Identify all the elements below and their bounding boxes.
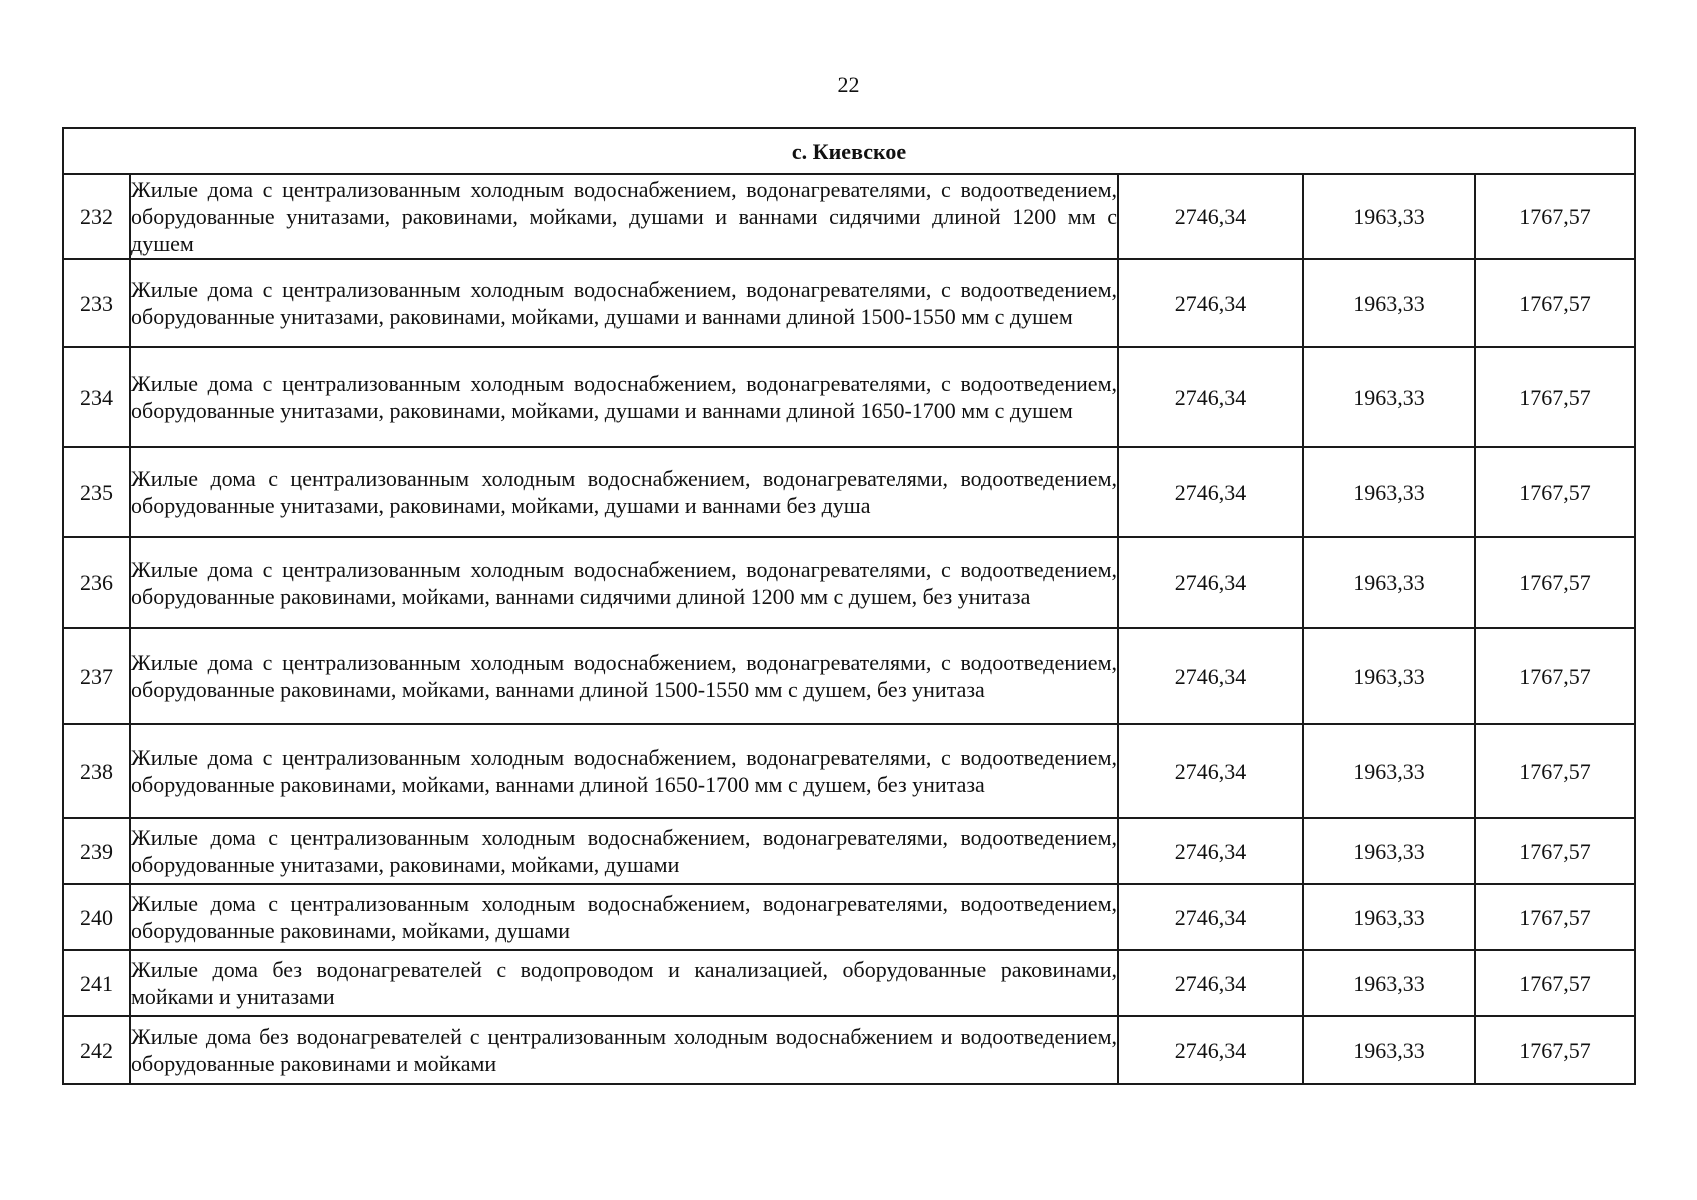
row-description: Жилые дома без водонагревателей с водопроводом и канализацией, оборудованные раковинами, мойками и унитазами [130, 950, 1118, 1016]
value-cell: 1767,57 [1475, 347, 1635, 447]
page-number: 22 [837, 72, 860, 97]
value-cell: 1963,33 [1303, 259, 1475, 347]
row-number: 240 [63, 884, 130, 950]
row-number: 235 [63, 447, 130, 537]
table-row [63, 347, 1635, 447]
row-number: 234 [63, 347, 130, 447]
row-description: Жилые дома с централизованным холодным водоснабжением, водонагревателями, с водоотведением, оборудованные унитазами, раковинами, мойками, душами и ваннами сидячими длиной 1200 мм с душем [130, 174, 1118, 259]
value-cell: 2746,34 [1118, 259, 1303, 347]
table-row [63, 628, 1635, 724]
value-cell: 2746,34 [1118, 174, 1303, 259]
value-cell: 2746,34 [1118, 628, 1303, 724]
value-cell: 2746,34 [1118, 537, 1303, 628]
section-title: с. Киевское [63, 128, 1635, 174]
row-description: Жилые дома без водонагревателей с централизованным холодным водоснабжением и водоотведением, оборудованные раковинами и мойками [130, 1016, 1118, 1084]
row-number: 238 [63, 724, 130, 818]
table-row [63, 174, 1635, 259]
value-cell: 2746,34 [1118, 950, 1303, 1016]
value-cell: 1767,57 [1475, 628, 1635, 724]
value-cell: 1963,33 [1303, 174, 1475, 259]
table-row [63, 1016, 1635, 1084]
value-cell: 1767,57 [1475, 884, 1635, 950]
value-cell: 2746,34 [1118, 818, 1303, 884]
table-row [63, 447, 1635, 537]
row-description: Жилые дома с централизованным холодным водоснабжением, водонагревателями, водоотведением, оборудованные унитазами, раковинами, мойками, душами [130, 818, 1118, 884]
value-cell: 1767,57 [1475, 950, 1635, 1016]
row-description: Жилые дома с централизованным холодным водоснабжением, водонагревателями, с водоотведением, оборудованные унитазами, раковинами, мойками, душами и ваннами длиной 1500-1550 мм с душем [130, 259, 1118, 347]
section-header-row [63, 128, 1635, 174]
row-number: 239 [63, 818, 130, 884]
value-cell: 1963,33 [1303, 1016, 1475, 1084]
tariff-table [62, 127, 1636, 1085]
row-number: 233 [63, 259, 130, 347]
value-cell: 1963,33 [1303, 628, 1475, 724]
table-row [63, 884, 1635, 950]
row-description: Жилые дома с централизованным холодным водоснабжением, водонагревателями, с водоотведением, оборудованные раковинами, мойками, ваннами сидячими длиной 1200 мм с душем, без унитаза [130, 537, 1118, 628]
value-cell: 1767,57 [1475, 1016, 1635, 1084]
table-row [63, 818, 1635, 884]
row-number: 232 [63, 174, 130, 259]
value-cell: 2746,34 [1118, 724, 1303, 818]
value-cell: 1767,57 [1475, 447, 1635, 537]
value-cell: 1767,57 [1475, 724, 1635, 818]
value-cell: 1963,33 [1303, 347, 1475, 447]
value-cell: 1767,57 [1475, 537, 1635, 628]
row-description: Жилые дома с централизованным холодным водоснабжением, водонагревателями, водоотведением, оборудованные раковинами, мойками, душами [130, 884, 1118, 950]
row-number: 241 [63, 950, 130, 1016]
value-cell: 1963,33 [1303, 537, 1475, 628]
row-description: Жилые дома с централизованным холодным водоснабжением, водонагревателями, водоотведением, оборудованные унитазами, раковинами, мойками, душами и ваннами без душа [130, 447, 1118, 537]
value-cell: 1963,33 [1303, 818, 1475, 884]
value-cell: 2746,34 [1118, 347, 1303, 447]
row-number: 237 [63, 628, 130, 724]
value-cell: 1963,33 [1303, 447, 1475, 537]
value-cell: 1963,33 [1303, 950, 1475, 1016]
row-description: Жилые дома с централизованным холодным водоснабжением, водонагревателями, с водоотведением, оборудованные раковинами, мойками, ваннами длиной 1500-1550 мм с душем, без унитаза [130, 628, 1118, 724]
value-cell: 1963,33 [1303, 724, 1475, 818]
value-cell: 1767,57 [1475, 174, 1635, 259]
row-number: 236 [63, 537, 130, 628]
row-number: 242 [63, 1016, 130, 1084]
value-cell: 1963,33 [1303, 884, 1475, 950]
row-description: Жилые дома с централизованным холодным водоснабжением, водонагревателями, с водоотведением, оборудованные раковинами, мойками, ваннами длиной 1650-1700 мм с душем, без унитаза [130, 724, 1118, 818]
table-row [63, 724, 1635, 818]
value-cell: 2746,34 [1118, 447, 1303, 537]
row-description: Жилые дома с централизованным холодным водоснабжением, водонагревателями, с водоотведением, оборудованные унитазами, раковинами, мойками, душами и ваннами длиной 1650-1700 мм с душем [130, 347, 1118, 447]
value-cell: 1767,57 [1475, 818, 1635, 884]
table-row [63, 259, 1635, 347]
value-cell: 2746,34 [1118, 1016, 1303, 1084]
table-row [63, 950, 1635, 1016]
value-cell: 2746,34 [1118, 884, 1303, 950]
table-row [63, 537, 1635, 628]
value-cell: 1767,57 [1475, 259, 1635, 347]
